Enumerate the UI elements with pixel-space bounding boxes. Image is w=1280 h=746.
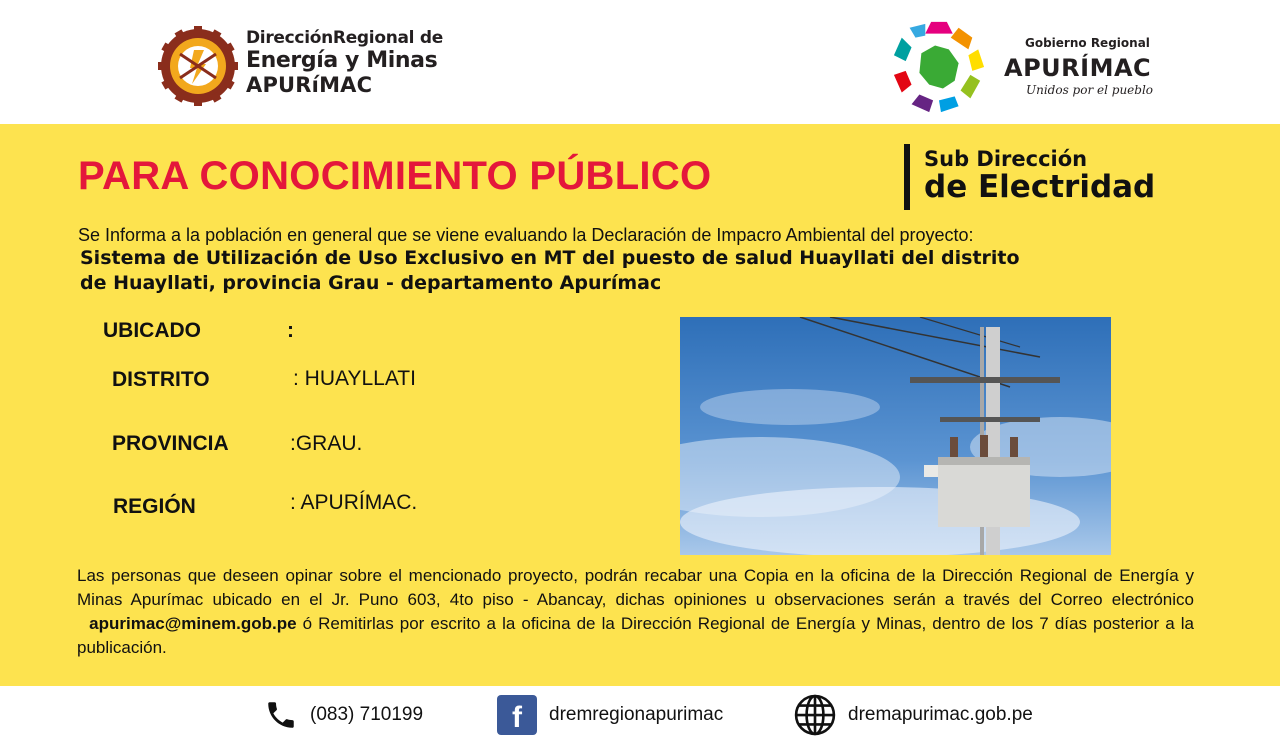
globe-icon [794, 694, 836, 736]
facebook-icon: f [497, 695, 537, 735]
distrito-label: DISTRITO [112, 368, 210, 391]
drem-name-line3: APURíMAC [246, 73, 373, 97]
drem-name-line2: Energía y Minas [246, 48, 438, 73]
transformer-photo [680, 317, 1111, 555]
distrito-value: : HUAYLLATI [293, 367, 416, 390]
subdirection-line1: Sub Dirección [924, 147, 1088, 171]
subdirection-block [904, 144, 1155, 210]
apurimac-title: APURÍMAC [1004, 54, 1152, 82]
phone-icon [264, 698, 298, 732]
drem-name [246, 30, 443, 96]
phone-number: (083) 710199 [310, 704, 424, 725]
subdirection-line2: de Electridad [924, 169, 1156, 206]
gobierno-regional-logo-icon [890, 18, 988, 116]
drem-logo-icon [158, 26, 238, 106]
footer-text [77, 564, 1194, 660]
gobierno-regional-label: Gobierno Regional [1025, 36, 1150, 50]
notice-title: PARA CONOCIMIENTO PÚBLICO [78, 154, 712, 198]
region-value: : APURÍMAC. [290, 491, 418, 514]
notice-panel [0, 124, 1280, 686]
region-label: REGIÓN [113, 495, 196, 518]
drem-name-line1: DirecciónRegional de [246, 28, 443, 48]
slogan: Unidos por el pueblo [1026, 83, 1154, 97]
provincia-value: :GRAU. [290, 432, 363, 455]
phone-contact[interactable] [264, 694, 423, 736]
footer-text-part1: Las personas que deseen opinar sobre el mencionado proyecto, podrán recabar una Copia en la oficina de la Dirección Regional de Energía y Minas Apurímac ubicado en el Jr. Puno 603, 4to piso - Abancay, dichas opiniones u observaciones serán a través del Correo electrónico [77, 566, 1194, 609]
project-title-line2: de Huayllati, provincia Grau - departamento Apurímac [80, 272, 662, 294]
website-url: dremapurimac.gob.pe [848, 704, 1033, 725]
intro-text: Se Informa a la población en general que se viene evaluando la Declaración de Impacro Ambiental del proyecto: [78, 225, 974, 245]
ubicado-label: UBICADO [103, 319, 201, 342]
contact-bar [0, 686, 1280, 746]
ubicado-separator: : [287, 319, 294, 342]
header [0, 0, 1280, 124]
provincia-label: PROVINCIA [112, 432, 229, 455]
website-contact[interactable] [794, 694, 1033, 736]
project-title [80, 246, 1220, 296]
facebook-handle: dremregionapurimac [549, 704, 724, 725]
footer-text-part2: ó Remitirlas por escrito a la oficina de la Dirección Regional de Energía y Minas, dentro de los 7 días posterior a la publicación. [77, 614, 1194, 657]
project-title-line1: Sistema de Utilización de Uso Exclusivo en MT del puesto de salud Huayllati del distrito [80, 247, 1020, 269]
facebook-contact[interactable] [497, 694, 723, 736]
gobierno-regional-name [1004, 36, 1153, 97]
email-link[interactable]: apurimac@minem.gob.pe [89, 614, 297, 633]
